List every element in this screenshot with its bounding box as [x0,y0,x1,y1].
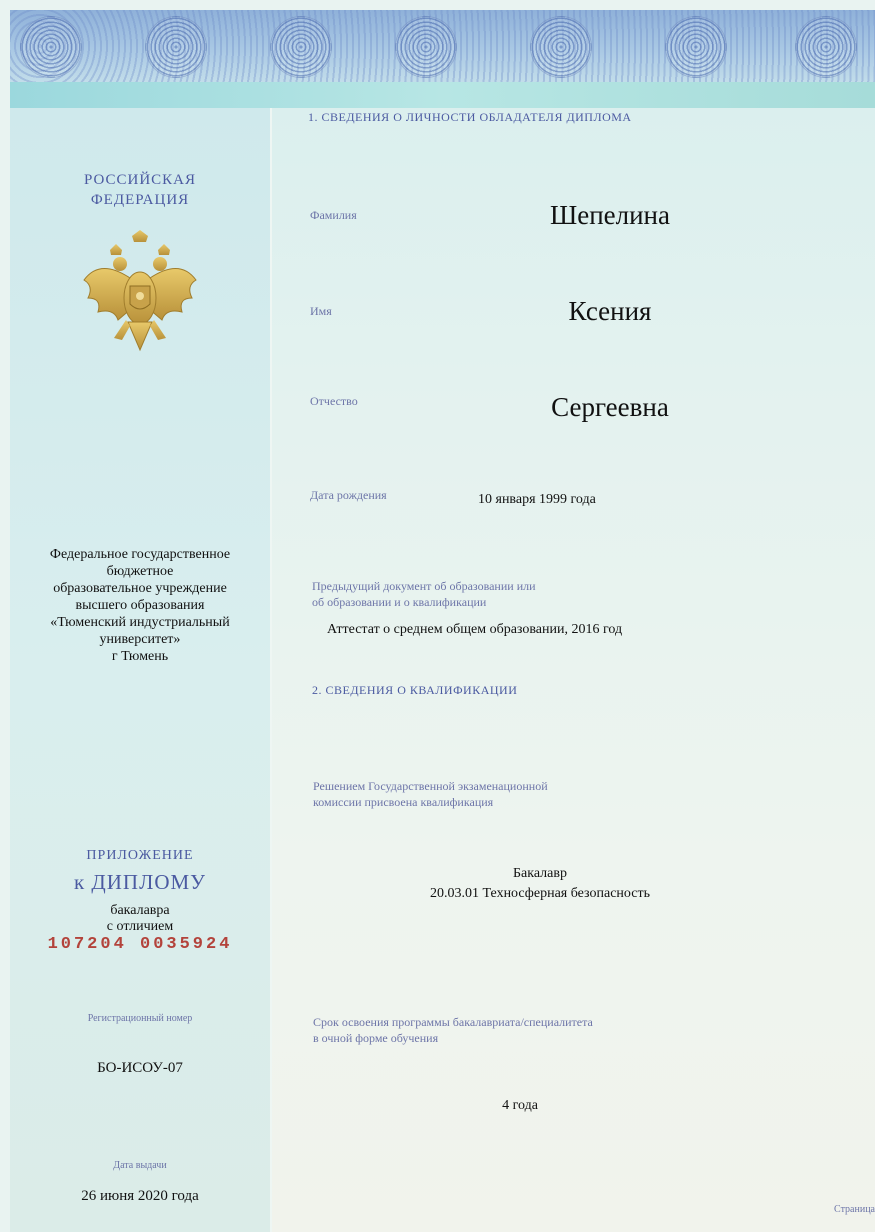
org-line: университет» [99,632,181,647]
qualification-label [313,778,548,810]
section2-title: 2. СВЕДЕНИЯ О КВАЛИФИКАЦИИ [312,683,518,697]
rosette-ornament [795,16,857,78]
org-line: «Тюменский индустриальный [50,615,230,630]
diploma-page [10,10,875,1232]
rosette-ornament [20,16,82,78]
patronymic-label: Отчество [310,394,358,408]
reg-number-value: БО-ИСОУ-07 [97,1060,183,1076]
honors-line: с отличием [106,919,174,934]
duration-label-line: в очной форме обучения [313,1031,439,1045]
qualification-value: Бакалавр [513,866,567,881]
surname-value: Шепелина [549,200,670,230]
patronymic-value: Сергеевна [551,392,669,422]
color-band [10,82,875,108]
prev-doc-label [312,578,536,610]
country-line: РОССИЙСКАЯ [83,172,197,188]
rosette-ornament [395,16,457,78]
to-diploma-title: к ДИПЛОМУ [73,870,207,894]
qualification-label-line: Решением Государственной экзаменационной [313,779,548,793]
section1-title: 1. СВЕДЕНИЯ О ЛИЧНОСТИ ОБЛАДАТЕЛЯ ДИПЛОМА [308,110,632,124]
duration-label-line: Срок освоения программы бакалавриата/специалитета [313,1015,593,1029]
prev-doc-label-line: об образовании и о квалификации [312,595,487,609]
birthdate-value: 10 января 1999 года [478,492,596,507]
coat-of-arms-icon [80,228,200,368]
surname-label: Фамилия [310,208,357,222]
security-banner [10,10,875,82]
rosette-ornament [530,16,592,78]
issue-date-value: 26 июня 2020 года [81,1188,199,1204]
prev-doc-label-line: Предыдущий документ об образовании или [312,579,536,593]
issue-date-label: Дата выдачи [113,1160,167,1171]
org-line: г Тюмень [111,649,169,664]
rosette-ornament [270,16,332,78]
appendix-title: ПРИЛОЖЕНИЕ [86,848,194,863]
rosette-ornament [145,16,207,78]
serial-number: 107204 0035924 [47,935,233,954]
duration-value: 4 года [502,1098,538,1113]
page-label: Страница [834,1204,875,1215]
name-label: Имя [310,304,332,318]
birthdate-label: Дата рождения [310,488,387,502]
country-title [10,170,270,210]
org-line: бюджетное [106,564,174,579]
country-line: ФЕДЕРАЦИЯ [90,192,190,208]
name-value: Ксения [568,296,652,326]
organization-name [10,546,270,665]
panel-divider [270,108,272,1232]
org-line: высшего образования [75,598,205,613]
prev-doc-value: Аттестат о среднем общем образовании, 2016 год [327,622,623,637]
reg-number-label: Регистрационный номер [87,1013,193,1024]
specialty-value: 20.03.01 Техносферная безопасность [430,886,650,901]
qualification-label-line: комиссии присвоена квалификация [313,795,494,809]
rosette-ornament [665,16,727,78]
org-line: Федеральное государственное [49,547,231,562]
duration-label [313,1014,593,1046]
org-line: образовательное учреждение [53,581,227,596]
degree-type [10,903,270,935]
degree-line: бакалавра [110,903,170,918]
